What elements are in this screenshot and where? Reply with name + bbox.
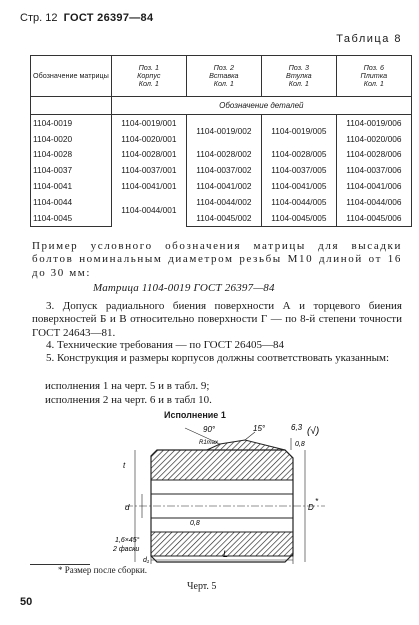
page-label: Стр. 12 <box>20 12 58 24</box>
angle-15-label: 15° <box>253 424 266 433</box>
radius-label: R1max <box>199 440 219 446</box>
item-execution-2: исполнения 2 на черт. 6 и в табл 10. <box>45 394 212 406</box>
table-row: 1104-0020 1104-0020/001 1104-0020/006 <box>31 131 412 147</box>
table-row: 1104-0041 1104-0041/001 1104-0041/002 1104-0041/005 1104-0041/006 <box>31 178 412 194</box>
execution-title: Исполнение 1 <box>164 410 226 420</box>
angle-90-label: 90° <box>203 425 216 434</box>
col-header-designation: Обозначение матрицы <box>31 56 112 97</box>
length-label: L <box>223 549 229 559</box>
roughness-symbol: (√) <box>307 426 320 437</box>
roughness-08-bore: 0,8 <box>190 520 200 527</box>
technical-drawing <box>95 422 335 564</box>
designation-example: Матрица 1104-0019 ГОСТ 26397—84 <box>93 282 275 294</box>
table-row: 1104-0028 1104-0028/001 1104-0028/002 1104-0028/005 1104-0028/006 <box>31 147 412 163</box>
table-caption: Таблица 8 <box>336 33 402 45</box>
item-execution-1: исполнения 1 на черт. 5 и в табл. 9; <box>45 380 210 392</box>
roughness-label: 6,3 <box>291 423 303 432</box>
table-row: 1104-0019 1104-0019/001 1104-0019/002 1104-0019/005 1104-0019/006 <box>31 115 412 131</box>
chamfer-label: 1,6×45° <box>115 537 140 544</box>
paragraph-3: 3. Допуск радиального биения поверхности А и торцевого биения поверхностей Б и В относительно поверхности Г — по 8-й степени точности ГОСТ 24643—81. <box>32 300 402 339</box>
table-row: 1104-0037 1104-0037/001 1104-0037/002 1104-0037/005 1104-0037/006 <box>31 162 412 178</box>
subheader: Обозначение деталей <box>111 97 411 115</box>
footnote: * Размер после сборки. <box>58 565 148 575</box>
paragraph-4: 4. Технические требования — по ГОСТ 26405—84 <box>46 339 285 351</box>
figure-caption: Черт. 5 <box>187 581 217 592</box>
table-row: 1104-0044 1104-0044/001 1104-0044/002 1104-0044/005 1104-0044/006 <box>31 194 412 210</box>
d-label: d <box>125 503 130 512</box>
sub-empty <box>31 97 112 115</box>
table-row: 1104-0045 1104-0045/002 1104-0045/005 1104-0045/006 <box>31 210 412 226</box>
page-header <box>20 12 153 24</box>
col-header-4: Поз. 6 Плитка Кол. 1 <box>336 56 411 97</box>
example-paragraph: Пример условного обозначения матрицы для высадки болтов номинальным диаметром резьбы М10 длиной от 16 до 30 мм: <box>32 240 402 279</box>
gost-label: ГОСТ 26397—84 <box>63 12 154 24</box>
chamfer-count-label: 2 фаски <box>113 546 140 553</box>
page-number: 50 <box>20 596 33 608</box>
D-label: D <box>308 503 314 512</box>
paragraph-5: 5. Конструкция и размеры корпусов должны соответствовать указанным: <box>46 352 390 364</box>
t-label: t <box>123 461 126 470</box>
star-label: * <box>315 497 319 506</box>
d1-label: d₁ <box>143 557 150 564</box>
roughness-08-top: 0,8 <box>295 441 305 448</box>
col-header-2: Поз. 2 Вставка Кол. 1 <box>186 56 261 97</box>
col-header-3: Поз. 3 Втулка Кол. 1 <box>261 56 336 97</box>
col-header-1: Поз. 1 Корпус Кол. 1 <box>111 56 186 97</box>
parts-table <box>30 55 412 227</box>
